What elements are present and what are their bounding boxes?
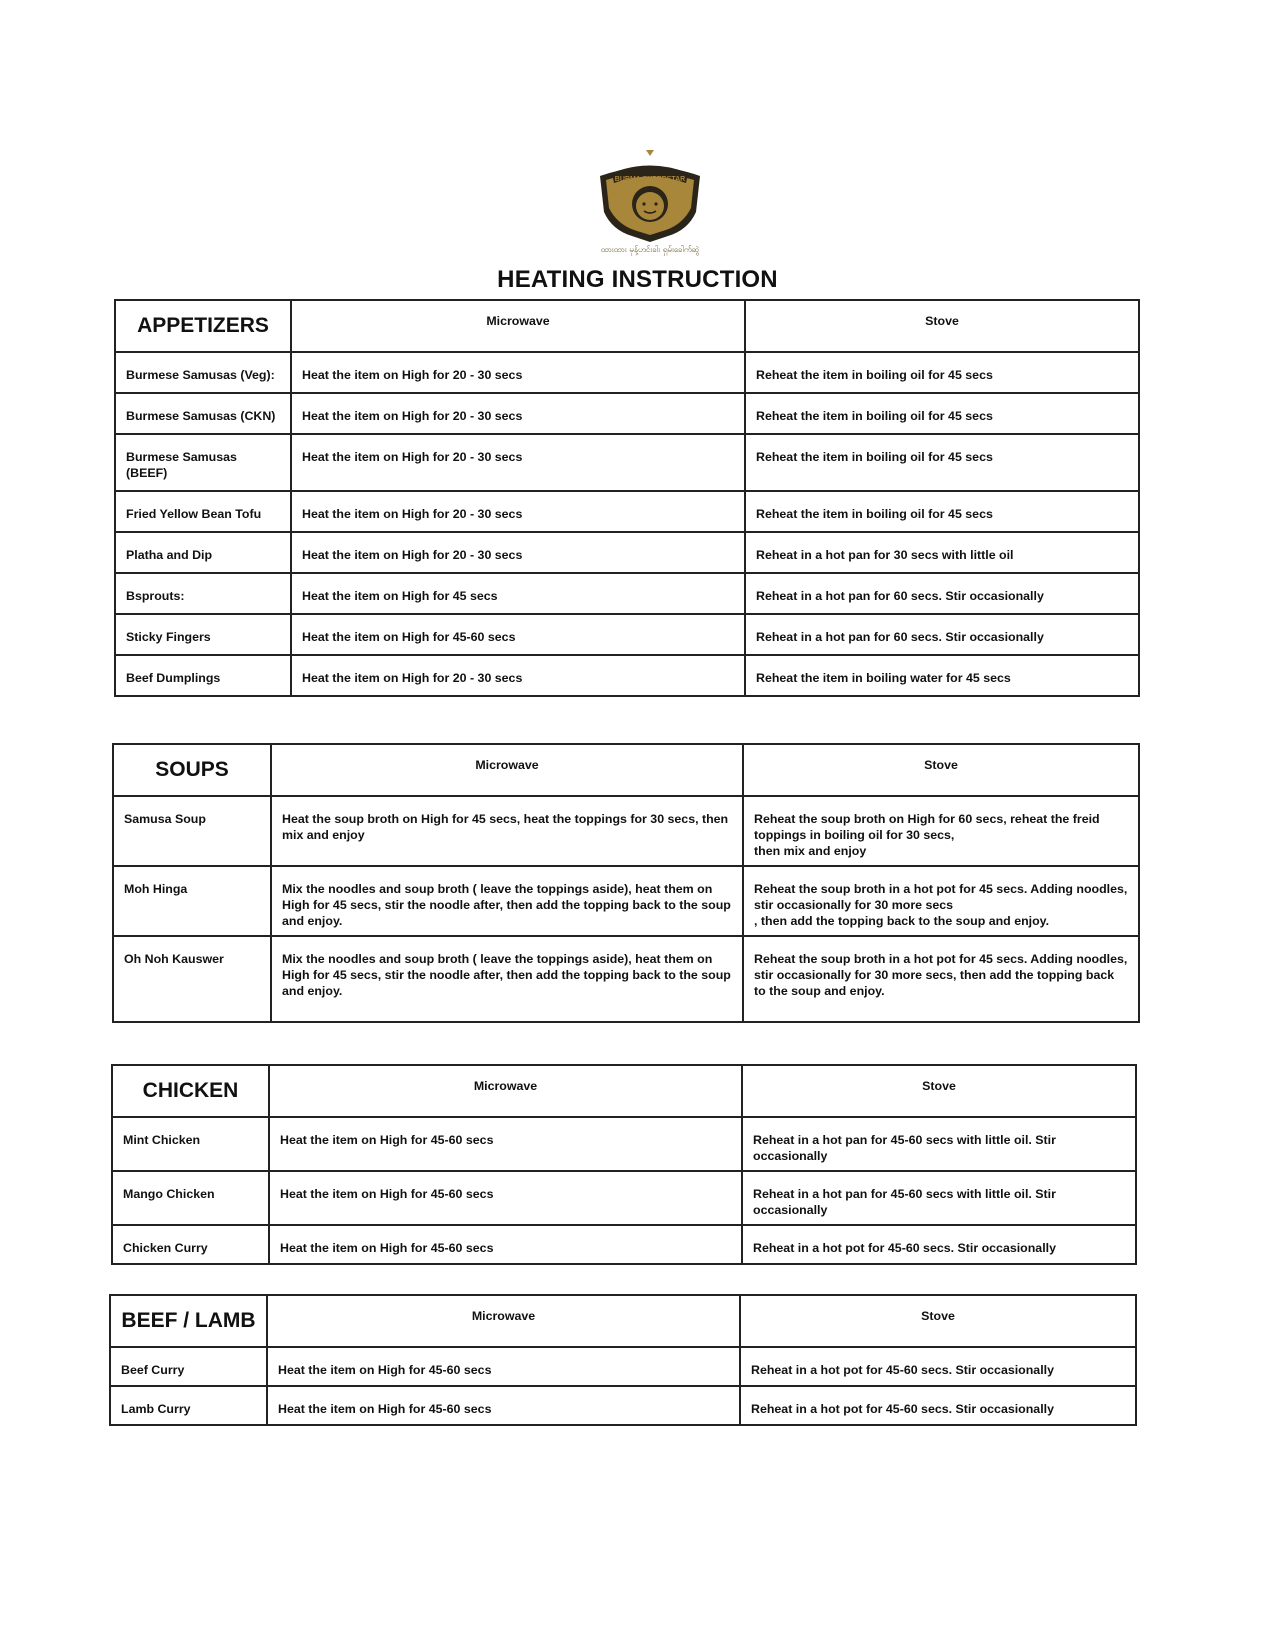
microwave-column-header: Microwave bbox=[271, 744, 743, 796]
logo-banner-text: BURMA SUPERSTAR bbox=[614, 176, 686, 183]
stove-instruction: Reheat the item in boiling water for 45 secs bbox=[745, 655, 1139, 696]
table-row bbox=[115, 532, 1139, 573]
table-row bbox=[112, 1117, 1136, 1171]
table-row bbox=[115, 655, 1139, 696]
item-name: Mango Chicken bbox=[112, 1171, 269, 1225]
stove-instruction: Reheat the soup broth in a hot pot for 45 secs. Adding noodles, stir occasionally for 30 more secs , then add the topping back to the soup and enjoy. bbox=[743, 866, 1139, 936]
item-name: Samusa Soup bbox=[113, 796, 271, 866]
table-row bbox=[113, 936, 1139, 1022]
item-name: Sticky Fingers bbox=[115, 614, 291, 655]
table-row bbox=[110, 1347, 1136, 1386]
stove-instruction: Reheat in a hot pot for 45-60 secs. Stir occasionally bbox=[740, 1347, 1136, 1386]
stove-instruction: Reheat in a hot pan for 30 secs with little oil bbox=[745, 532, 1139, 573]
table-row bbox=[112, 1171, 1136, 1225]
item-name: Burmese Samusas (BEEF) bbox=[115, 434, 291, 491]
microwave-instruction: Heat the item on High for 45-60 secs bbox=[269, 1117, 742, 1171]
table-row bbox=[115, 573, 1139, 614]
microwave-instruction: Heat the item on High for 45-60 secs bbox=[291, 614, 745, 655]
table-row bbox=[115, 614, 1139, 655]
microwave-instruction: Mix the noodles and soup broth ( leave the toppings aside), heat them on High for 45 secs, stir the noodle after, then add the topping back to the soup and enjoy. bbox=[271, 936, 743, 1022]
stove-instruction: Reheat in a hot pan for 60 secs. Stir occasionally bbox=[745, 614, 1139, 655]
microwave-instruction: Heat the item on High for 20 - 30 secs bbox=[291, 434, 745, 491]
stove-instruction: Reheat the item in boiling oil for 45 secs bbox=[745, 352, 1139, 393]
item-name: Oh Noh Kauswer bbox=[113, 936, 271, 1022]
section-title-appetizers: APPETIZERS bbox=[115, 300, 291, 352]
microwave-column-header: Microwave bbox=[291, 300, 745, 352]
microwave-instruction: Heat the item on High for 45-60 secs bbox=[267, 1347, 740, 1386]
stove-column-header: Stove bbox=[743, 744, 1139, 796]
microwave-instruction: Heat the item on High for 45 secs bbox=[291, 573, 745, 614]
microwave-instruction: Heat the item on High for 45-60 secs bbox=[267, 1386, 740, 1425]
stove-instruction: Reheat the item in boiling oil for 45 secs bbox=[745, 491, 1139, 532]
table-row bbox=[113, 796, 1139, 866]
table-header-row bbox=[115, 300, 1139, 352]
logo-tagline: ထားထား မုန့်ဟင်းခါး ရှမ်းခေါက်ဆွဲ bbox=[600, 245, 700, 254]
stove-column-header: Stove bbox=[742, 1065, 1136, 1117]
item-name: Bsprouts: bbox=[115, 573, 291, 614]
table-row bbox=[115, 352, 1139, 393]
microwave-instruction: Mix the noodles and soup broth ( leave the toppings aside), heat them on High for 45 secs, stir the noodle after, then add the topping back to the soup and enjoy. bbox=[271, 866, 743, 936]
item-name: Burmese Samusas (CKN) bbox=[115, 393, 291, 434]
item-name: Mint Chicken bbox=[112, 1117, 269, 1171]
microwave-instruction: Heat the soup broth on High for 45 secs, heat the toppings for 30 secs, then mix and enjoy bbox=[271, 796, 743, 866]
table-row bbox=[115, 434, 1139, 491]
burma-superstar-logo bbox=[590, 150, 710, 258]
microwave-column-header: Microwave bbox=[269, 1065, 742, 1117]
soups-table bbox=[112, 743, 1140, 1023]
microwave-instruction: Heat the item on High for 20 - 30 secs bbox=[291, 532, 745, 573]
item-name: Chicken Curry bbox=[112, 1225, 269, 1264]
table-row bbox=[110, 1386, 1136, 1425]
stove-instruction: Reheat the item in boiling oil for 45 secs bbox=[745, 393, 1139, 434]
table-header-row bbox=[112, 1065, 1136, 1117]
page-title: HEATING INSTRUCTION bbox=[497, 266, 778, 293]
stove-instruction: Reheat in a hot pan for 45-60 secs with little oil. Stir occasionally bbox=[742, 1171, 1136, 1225]
table-header-row bbox=[110, 1295, 1136, 1347]
item-name: Fried Yellow Bean Tofu bbox=[115, 491, 291, 532]
table-row bbox=[113, 866, 1139, 936]
item-name: Burmese Samusas (Veg): bbox=[115, 352, 291, 393]
microwave-instruction: Heat the item on High for 45-60 secs bbox=[269, 1171, 742, 1225]
stove-instruction: Reheat the item in boiling oil for 45 secs bbox=[745, 434, 1139, 491]
microwave-instruction: Heat the item on High for 20 - 30 secs bbox=[291, 393, 745, 434]
stove-column-header: Stove bbox=[740, 1295, 1136, 1347]
stove-column-header: Stove bbox=[745, 300, 1139, 352]
table-row bbox=[112, 1225, 1136, 1264]
table-header-row bbox=[113, 744, 1139, 796]
microwave-instruction: Heat the item on High for 20 - 30 secs bbox=[291, 491, 745, 532]
table-row bbox=[115, 393, 1139, 434]
item-name: Lamb Curry bbox=[110, 1386, 267, 1425]
stove-instruction: Reheat in a hot pan for 45-60 secs with little oil. Stir occasionally bbox=[742, 1117, 1136, 1171]
chicken-table bbox=[111, 1064, 1137, 1265]
item-name: Beef Dumplings bbox=[115, 655, 291, 696]
stove-instruction: Reheat in a hot pot for 45-60 secs. Stir occasionally bbox=[742, 1225, 1136, 1264]
section-title-soups: SOUPS bbox=[113, 744, 271, 796]
item-name: Platha and Dip bbox=[115, 532, 291, 573]
item-name: Moh Hinga bbox=[113, 866, 271, 936]
appetizers-table bbox=[114, 299, 1140, 697]
microwave-column-header: Microwave bbox=[267, 1295, 740, 1347]
stove-instruction: Reheat in a hot pan for 60 secs. Stir occasionally bbox=[745, 573, 1139, 614]
item-name: Beef Curry bbox=[110, 1347, 267, 1386]
beef-lamb-table bbox=[109, 1294, 1137, 1426]
microwave-instruction: Heat the item on High for 20 - 30 secs bbox=[291, 352, 745, 393]
stove-instruction: Reheat the soup broth on High for 60 secs, reheat the freid toppings in boiling oil for 30 secs, then mix and enjoy bbox=[743, 796, 1139, 866]
stove-instruction: Reheat in a hot pot for 45-60 secs. Stir occasionally bbox=[740, 1386, 1136, 1425]
section-title-beef-lamb: BEEF / LAMB bbox=[110, 1295, 267, 1347]
stove-instruction: Reheat the soup broth in a hot pot for 45 secs. Adding noodles, stir occasionally for 30 more secs, then add the topping back to the soup and enjoy. bbox=[743, 936, 1139, 1022]
section-title-chicken: CHICKEN bbox=[112, 1065, 269, 1117]
table-row bbox=[115, 491, 1139, 532]
microwave-instruction: Heat the item on High for 20 - 30 secs bbox=[291, 655, 745, 696]
microwave-instruction: Heat the item on High for 45-60 secs bbox=[269, 1225, 742, 1264]
